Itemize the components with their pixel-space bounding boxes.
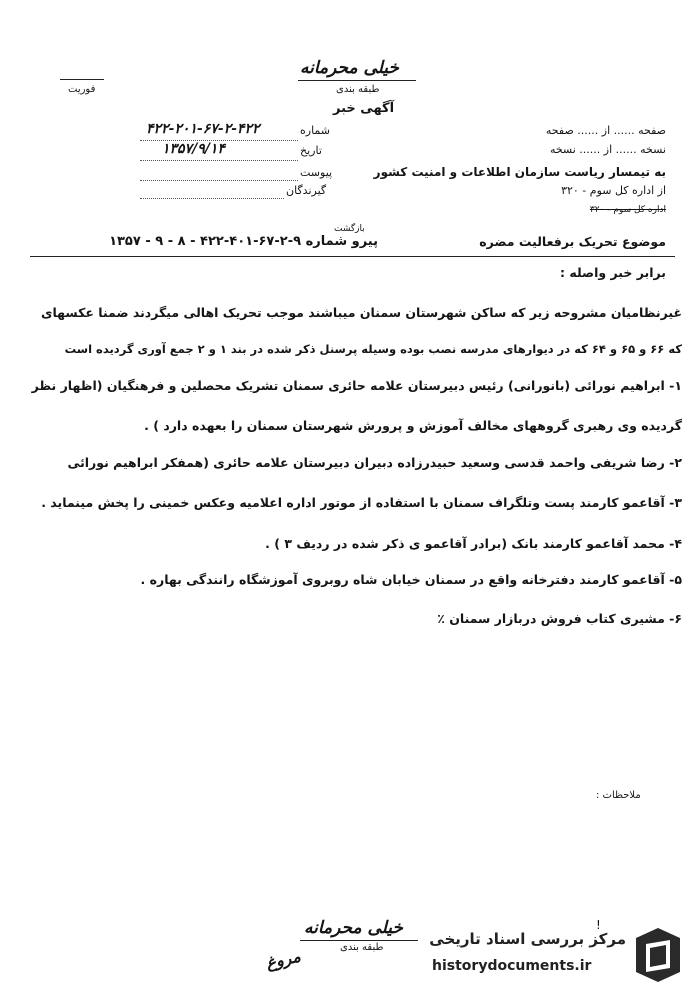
body-item-4: ۴- محمد آقاعمو کارمند بانک (برادر آقاعمو ی ذکر شده در ردیف ۳ ) . [265, 536, 682, 551]
followup-label: بازگشت [334, 224, 365, 234]
classification-underline-bottom [300, 940, 418, 941]
signature: مروغ [264, 946, 303, 973]
body-item-5: ۵- آقاعمو کارمند دفترخانه واقع در سمنان خیابان شاه روبروی آموزشگاه رانندگی بهاره . [140, 572, 682, 587]
office-title: آگهی خبر [333, 101, 395, 116]
date-value: ۱۳۵۷/۹/۱۴ [162, 141, 225, 157]
mark-exclamation: ! [596, 918, 601, 932]
body-item-3: ۳- آقاعمو کارمند پست وتلگراف سمنان با استفاده از موتور ادارە اعلامیه وعکس خمینی را پخش مینماید . [41, 495, 682, 510]
struck-line: اداره کل سوم - ۳۲۰ [589, 205, 666, 215]
copy-row: نسخه ...... از ...... نسخه [549, 143, 666, 156]
body-item-1: ۱- ابراهیم نورائی (بانورانی) رئیس دبیرستان علامه حائری سمنان تشریک محصلین و فرهنگیان (اظهار نظر [31, 378, 682, 393]
watermark [418, 922, 686, 988]
body-item-1-continued: گردیده وی رهبری گروههای مخالف آموزش و پرورش شهرستان سمنان را بعهده دارد ) . [144, 418, 682, 433]
urgency-underline [60, 79, 104, 80]
body-paragraph-1: غیرنظامیان مشروحه زیر که ساکن شهرستان سمنان میباشند موجب تحریک اهالی میگردند ضمنا عکسهای [40, 305, 682, 320]
attachment-dotted-line [140, 180, 298, 181]
greeting: برابر خبر واصله : [560, 265, 666, 280]
remarks-label: ملاحظات : [596, 790, 641, 801]
number-value: ۴۲۲-۲۰۱-۶۷-۲-۴۲۲ [146, 121, 260, 137]
subject-divider [30, 256, 675, 257]
recipients-label: گیرندگان [286, 184, 327, 197]
from-line: از اداره کل سوم - ۳۲۰ [561, 184, 666, 197]
classification-handwritten-bottom: خیلی محرمانه [304, 918, 403, 938]
classification-label-top: طبقه بندی [336, 84, 380, 95]
classification-underline-top [298, 80, 416, 81]
classification-handwritten-top: خیلی محرمانه [300, 58, 399, 78]
watermark-url: historydocuments.ir [432, 958, 592, 974]
body-paragraph-2: که ۶۶ و ۶۵ و ۶۴ که در دیوارهای مدرسه نصب بوده وسیله پرسنل ذکر شده در بند ۱ و ۲ جمع آوری گردیده است [64, 342, 682, 356]
classification-label-bottom: طبقه بندی [340, 942, 384, 953]
urgency-label: فوریت [68, 84, 96, 95]
page-row: صفحه ...... از ...... صفحه [545, 124, 666, 137]
date-dotted-line [140, 160, 298, 161]
subject-line: موضوع تحریک برفعالیت مضره [479, 234, 666, 249]
followup-line: پیرو شماره ۹-۲-۶۷-۴۰۱-۴۲۲ - ۸ - ۹ - ۱۳۵۷ [109, 234, 378, 249]
attachment-label: پیوست [300, 166, 333, 179]
body-item-2: ۲- رضا شریفی واحمد قدسی وسعید حبیدرزاده دبیران دبیرستان علامه حائری (همفکر ابراهیم نورائی [67, 455, 682, 470]
number-label: شماره [300, 124, 331, 137]
watermark-title: مرکز بررسی اسناد تاریخی [429, 930, 626, 948]
body-item-6: ۶- مشیری کتاب فروش دربازار سمنان ٪ [437, 611, 682, 626]
date-label: تاریخ [300, 144, 322, 157]
to-line: به تیمسار ریاست سازمان اطلاعات و امنیت کشور [373, 165, 666, 179]
recipients-dotted-line [140, 198, 284, 199]
watermark-logo-icon [632, 926, 684, 984]
